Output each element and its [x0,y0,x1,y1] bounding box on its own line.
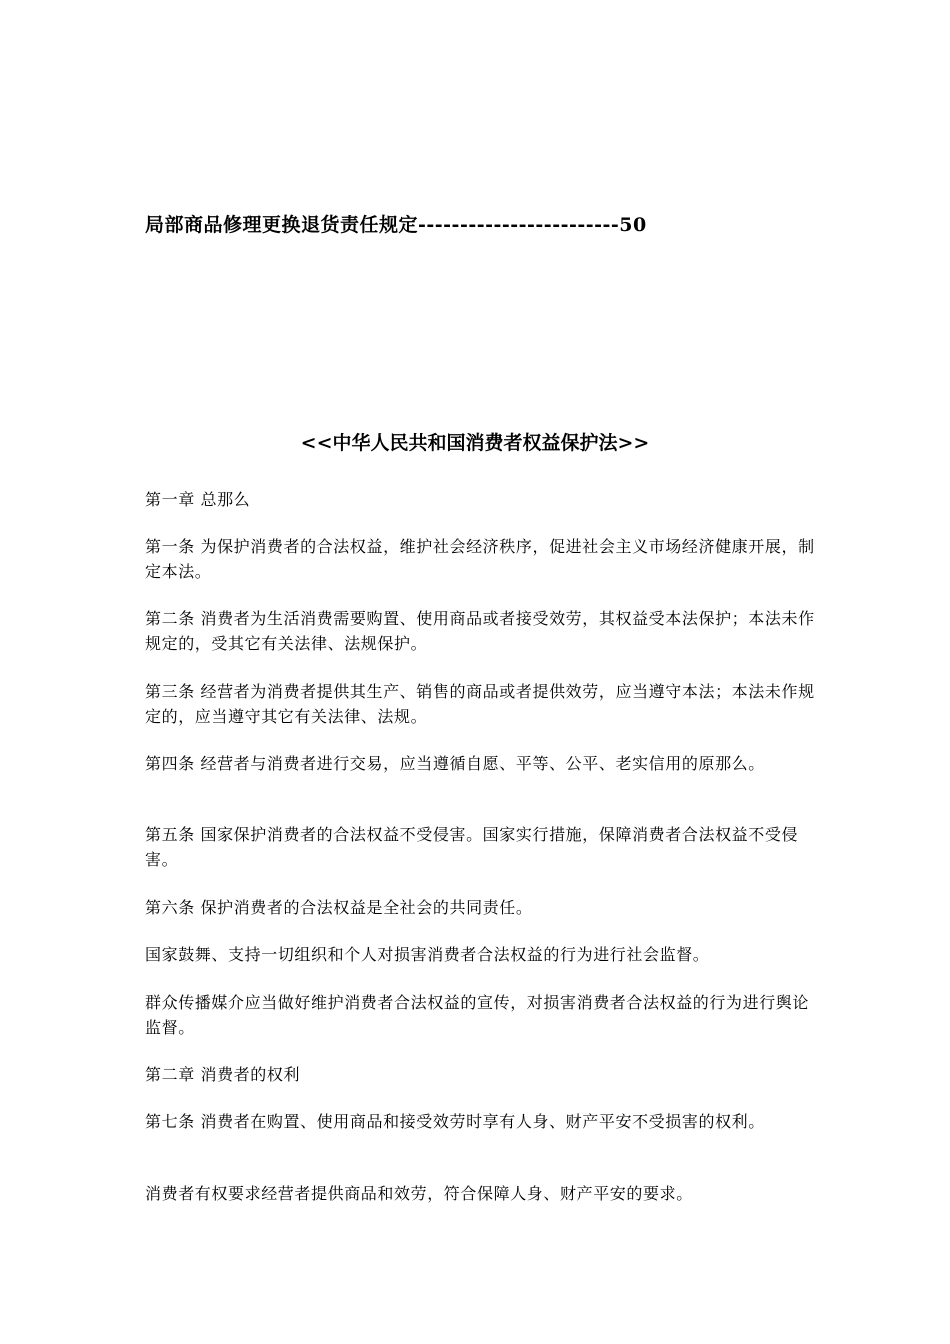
toc-leader: ------------------------ [418,214,620,236]
article-6: 第六条 保护消费者的合法权益是全社会的共同责任。 [145,898,533,917]
article-2: 第二条 消费者为生活消费需要购置、使用商品或者接受效劳，其权益受本法保护；本法未作规定的，受其它有关法律、法规保护。 [145,609,815,653]
chapter-heading-2: 第二章 消费者的权利 [145,1065,301,1084]
toc-entry-title: 局部商品修理更换退货责任规定 [145,214,419,236]
chapter-heading-1: 第一章 总那么 [145,490,251,509]
document-title: <<中华人民共和国消费者权益保护法>> [300,432,650,454]
article-3: 第三条 经营者为消费者提供其生产、销售的商品或者提供效劳，应当遵守本法；本法未作规定的，应当遵守其它有关法律、法规。 [145,682,815,726]
toc-entry [145,210,647,237]
article-5: 第五条 国家保护消费者的合法权益不受侵害。国家实行措施，保障消费者合法权益不受侵害。 [145,825,799,869]
article-6-paragraph-3: 群众传播媒介应当做好维护消费者合法权益的宣传，对损害消费者合法权益的行为进行舆论监督。 [145,993,810,1037]
article-7: 第七条 消费者在购置、使用商品和接受效劳时享有人身、财产平安不受损害的权利。 [145,1112,765,1131]
article-1: 第一条 为保护消费者的合法权益，维护社会经济秩序，促进社会主义市场经济健康开展，制定本法。 [145,537,815,581]
article-6-paragraph-2: 国家鼓舞、支持一切组织和个人对损害消费者合法权益的行为进行社会监督。 [145,945,710,964]
article-7-paragraph-2: 消费者有权要求经营者提供商品和效劳，符合保障人身、财产平安的要求。 [145,1184,693,1203]
article-4: 第四条 经营者与消费者进行交易，应当遵循自愿、平等、公平、老实信用的原那么。 [145,754,765,773]
toc-page-number: 50 [619,214,647,236]
